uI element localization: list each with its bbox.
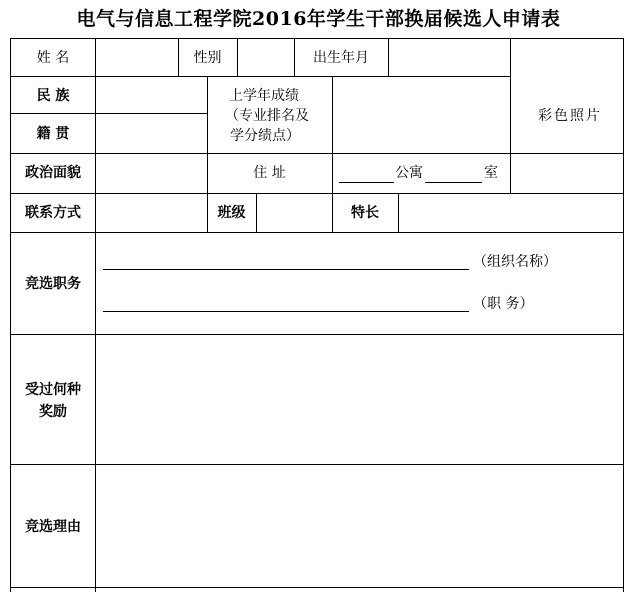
row-divider-2 bbox=[11, 113, 207, 114]
col-divider-3 bbox=[237, 39, 238, 76]
duty-label: （职 务） bbox=[473, 296, 534, 312]
politics-label: 政治面貌 bbox=[25, 165, 81, 181]
row-divider-4 bbox=[11, 193, 623, 194]
row-divider-5 bbox=[11, 232, 623, 233]
row-divider-6 bbox=[11, 334, 623, 335]
row-divider-3 bbox=[11, 153, 623, 154]
apartment-label: 公寓 bbox=[395, 165, 423, 181]
specialty-label: 特长 bbox=[351, 205, 379, 221]
contact-label: 联系方式 bbox=[25, 205, 81, 221]
grades-label-line3: 学分绩点） bbox=[230, 128, 300, 144]
row-divider-8 bbox=[11, 587, 623, 588]
application-form-table bbox=[10, 38, 624, 592]
row-divider-1 bbox=[11, 76, 510, 77]
awards-label-line2: 奖励 bbox=[39, 404, 67, 420]
origin-label: 籍 贯 bbox=[36, 126, 70, 142]
org-name-label: （组织名称） bbox=[473, 254, 557, 270]
apartment-blank-line bbox=[339, 182, 394, 183]
org-name-blank-line bbox=[103, 269, 469, 270]
photo-label: 彩色照片 bbox=[538, 108, 602, 124]
position-label: 竞选职务 bbox=[25, 276, 81, 292]
grades-label-line1: 上学年成绩 bbox=[229, 88, 299, 104]
duty-blank-line bbox=[103, 311, 469, 312]
col-divider-5 bbox=[388, 39, 389, 76]
room-blank-line bbox=[425, 182, 482, 183]
col-divider-label bbox=[95, 39, 96, 592]
awards-label-line1: 受过何种 bbox=[25, 382, 81, 398]
grades-label-line2: （专业排名及 bbox=[225, 108, 309, 124]
reason-label: 竞选理由 bbox=[25, 519, 81, 535]
name-label: 姓 名 bbox=[36, 50, 70, 66]
form-title: 电气与信息工程学院2016年学生干部换届候选人申请表 bbox=[76, 8, 561, 30]
col-divider-7 bbox=[332, 76, 333, 193]
birth-label: 出生年月 bbox=[313, 50, 369, 66]
class-label: 班级 bbox=[217, 205, 246, 221]
ethnicity-label: 民 族 bbox=[36, 88, 70, 104]
col-divider-11 bbox=[398, 193, 399, 232]
row-divider-7 bbox=[11, 464, 623, 465]
gender-label: 性别 bbox=[193, 50, 222, 66]
col-divider-photo bbox=[510, 39, 511, 193]
room-label: 室 bbox=[484, 165, 498, 181]
address-label: 住 址 bbox=[253, 165, 286, 181]
col-divider-9 bbox=[256, 193, 257, 232]
